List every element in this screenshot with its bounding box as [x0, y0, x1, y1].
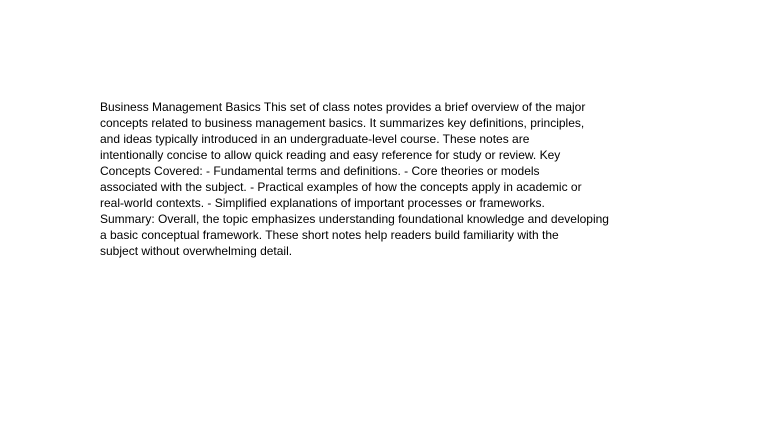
- text-line: Summary: Overall, the topic emphasizes understanding foundational knowledge and developing: [100, 212, 609, 226]
- text-line: associated with the subject. - Practical examples of how the concepts apply in academic or: [100, 180, 582, 194]
- text-line: a basic conceptual framework. These short notes help readers build familiarity with the: [100, 228, 559, 242]
- text-line: Business Management Basics This set of class notes provides a brief overview of the major: [100, 100, 586, 114]
- text-line: concepts related to business management basics. It summarizes key definitions, principles,: [100, 116, 585, 130]
- text-line: and ideas typically introduced in an undergraduate-level course. These notes are: [100, 132, 530, 146]
- text-line: intentionally concise to allow quick reading and easy reference for study or review. Key: [100, 148, 561, 162]
- text-line: real-world contexts. - Simplified explanations of important processes or frameworks.: [100, 196, 545, 210]
- text-line: Concepts Covered: - Fundamental terms and definitions. - Core theories or models: [100, 164, 540, 178]
- text-line: subject without overwhelming detail.: [100, 244, 293, 258]
- class-notes-text: [100, 99, 660, 259]
